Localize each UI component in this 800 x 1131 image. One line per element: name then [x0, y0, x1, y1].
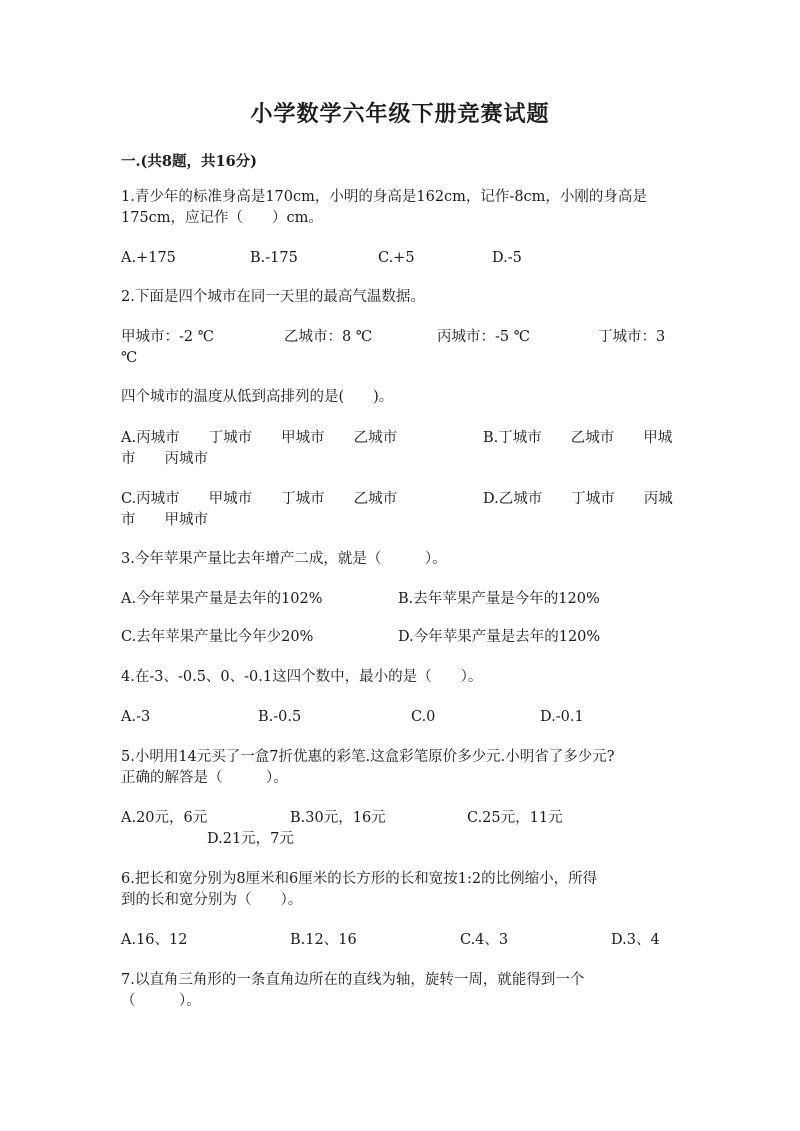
q1-option-b: B.-175 [250, 250, 298, 266]
question-3-text: 3.今年苹果产量比去年增产二成，就是（ ）。 [121, 551, 447, 567]
q6-option-b: B.12、16 [290, 932, 357, 948]
q2-option-a: A.丙城市 丁城市 甲城市 乙城市 [121, 430, 398, 446]
q4-option-d: D.-0.1 [540, 709, 584, 725]
q2-option-c: C.丙城市 甲城市 丁城市 乙城市 [121, 491, 398, 507]
section-heading: 一.(共8题，共16分) [121, 153, 258, 170]
question-6-text-cont: 到的长和宽分别为（ ）。 [121, 892, 303, 908]
question-1-text-cont: 175cm，应记作（ ）cm。 [121, 210, 323, 226]
question-1-text: 1.青少年的标准身高是170cm，小明的身高是162cm，记作-8cm，小刚的身高是 [121, 189, 647, 205]
temp-city-bing: 丙城市：-5 ℃ [437, 329, 530, 345]
q5-option-b: B.30元，16元 [290, 810, 386, 826]
q3-option-c: C.去年苹果产量比今年少20% [121, 629, 314, 645]
q5-option-a: A.20元，6元 [121, 810, 208, 826]
q1-option-a: A.+175 [121, 250, 176, 266]
q5-option-c: C.25元，11元 [467, 810, 563, 826]
q6-option-d: D.3、4 [611, 932, 660, 948]
q3-option-b: B.去年苹果产量是今年的120% [398, 591, 600, 607]
page-title: 小学数学六年级下册竞赛试题 [250, 101, 550, 127]
question-2-text: 2.下面是四个城市在同一天里的最高气温数据。 [121, 289, 425, 305]
q4-option-b: B.-0.5 [258, 709, 302, 725]
temp-city-ding: 丁城市：3 [598, 329, 666, 345]
temp-city-jia: 甲城市：-2 ℃ [121, 329, 214, 345]
question-7-text-cont: （ ）。 [121, 993, 201, 1009]
question-5-text-cont: 正确的解答是（ ）。 [121, 770, 288, 786]
q6-option-a: A.16、12 [121, 932, 188, 948]
q5-option-d: D.21元，7元 [207, 831, 294, 847]
q2-option-b-cont: 市 丙城市 [121, 451, 208, 467]
q3-option-d: D.今年苹果产量是去年的120% [398, 629, 601, 645]
q6-option-c: C.4、3 [460, 932, 509, 948]
question-4-text: 4.在-3、-0.5、0、-0.1这四个数中，最小的是（ ）。 [121, 669, 483, 685]
temp-city-yi: 乙城市：8 ℃ [284, 329, 373, 345]
temp-unit-wrap: ℃ [121, 350, 138, 366]
q2-option-d-cont: 市 甲城市 [121, 512, 208, 528]
q4-option-c: C.0 [411, 709, 436, 725]
question-2-prompt: 四个城市的温度从低到高排列的是( )。 [121, 389, 394, 405]
question-6-text: 6.把长和宽分别为8厘米和6厘米的长方形的长和宽按1:2的比例缩小，所得 [121, 871, 598, 887]
q2-option-b: B.丁城市 乙城市 甲城 [483, 430, 673, 446]
question-5-text: 5.小明用14元买了一盒7折优惠的彩笔.这盒彩笔原价多少元.小明省了多少元? [121, 749, 615, 765]
q2-option-d: D.乙城市 丁城市 丙城 [483, 491, 673, 507]
q3-option-a: A.今年苹果产量是去年的102% [121, 591, 323, 607]
q1-option-c: C.+5 [378, 250, 415, 266]
question-7-text: 7.以直角三角形的一条直角边所在的直线为轴，旋转一周，就能得到一个 [121, 972, 585, 988]
q4-option-a: A.-3 [121, 709, 151, 725]
q1-option-d: D.-5 [492, 250, 522, 266]
